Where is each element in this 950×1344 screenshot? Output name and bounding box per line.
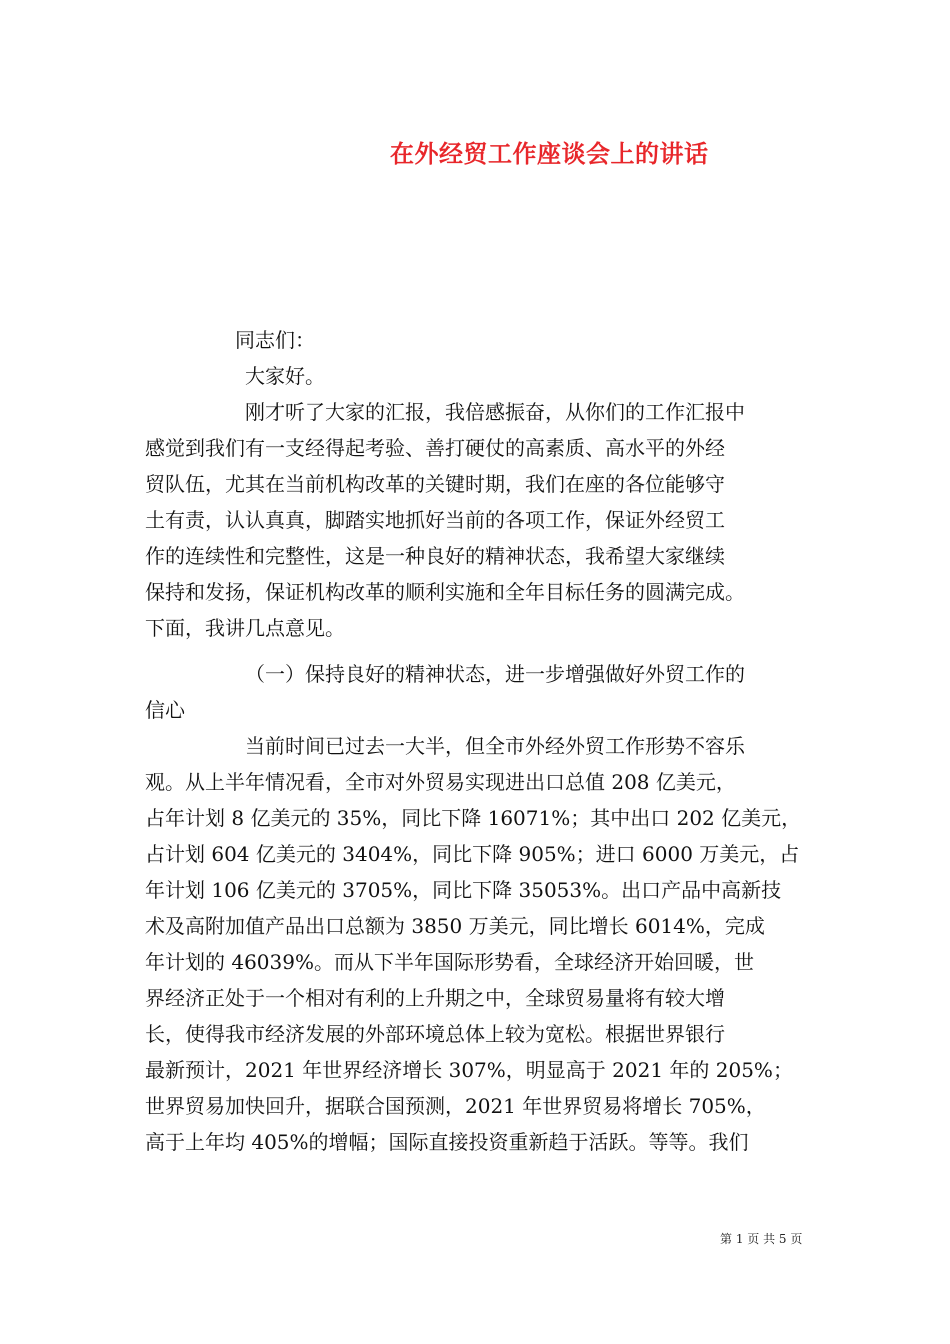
section-heading: （一）保持良好的精神状态，进一步增强做好外贸工作的 — [245, 662, 745, 686]
paragraph-line: 刚才听了大家的汇报，我倍感振奋，从你们的工作汇报中 — [245, 400, 745, 424]
paragraph-line: 占计划 604 亿美元的 3404%，同比下降 905%；进口 6000 万美元，占 — [145, 842, 800, 866]
page-number: 第 1 页 共 5 页 — [720, 1232, 803, 1246]
paragraph-line: 术及高附加值产品出口总额为 3850 万美元，同比增长 6014%，完成 — [145, 914, 765, 938]
paragraph-line: 年计划的 46039%。而从下半年国际形势看，全球经济开始回暖，世 — [145, 950, 754, 974]
greeting: 大家好。 — [245, 364, 325, 388]
salutation: 同志们： — [235, 328, 315, 352]
paragraph-line: 年计划 106 亿美元的 3705%，同比下降 35053%。出口产品中高新技 — [145, 878, 782, 902]
paragraph-line: 界经济正处于一个相对有利的上升期之中，全球贸易量将有较大增 — [145, 986, 725, 1010]
paragraph-line: 长，使得我市经济发展的外部环境总体上较为宽松。根据世界银行 — [145, 1022, 725, 1046]
paragraph-line: 作的连续性和完整性，这是一种良好的精神状态，我希望大家继续 — [145, 544, 725, 568]
paragraph-line: 感觉到我们有一支经得起考验、善打硬仗的高素质、高水平的外经 — [145, 436, 725, 460]
paragraph-line: 土有责，认认真真，脚踏实地抓好当前的各项工作，保证外经贸工 — [145, 508, 725, 532]
paragraph-line: 当前时间已过去一大半，但全市外经外贸工作形势不容乐 — [245, 734, 745, 758]
paragraph-line: 观。从上半年情况看，全市对外贸易实现进出口总值 208 亿美元， — [145, 770, 736, 794]
paragraph-line: 最新预计，2021 年世界经济增长 307%，明显高于 2021 年的 205%； — [145, 1058, 793, 1082]
paragraph-line: 高于上年均 405%的增幅；国际直接投资重新趋于活跃。等等。我们 — [145, 1130, 749, 1154]
document-title: 在外经贸工作座谈会上的讲话 — [390, 139, 709, 168]
section-heading-cont: 信心 — [145, 698, 185, 722]
paragraph-line: 占年计划 8 亿美元的 35%，同比下降 16071%；其中出口 202 亿美元， — [145, 806, 802, 830]
paragraph-line: 世界贸易加快回升，据联合国预测，2021 年世界贸易将增长 705%， — [145, 1094, 766, 1118]
paragraph-line: 下面，我讲几点意见。 — [145, 616, 345, 640]
paragraph-line: 贸队伍，尤其在当前机构改革的关键时期，我们在座的各位能够守 — [145, 472, 725, 496]
paragraph-line: 保持和发扬，保证机构改革的顺利实施和全年目标任务的圆满完成。 — [145, 580, 745, 604]
